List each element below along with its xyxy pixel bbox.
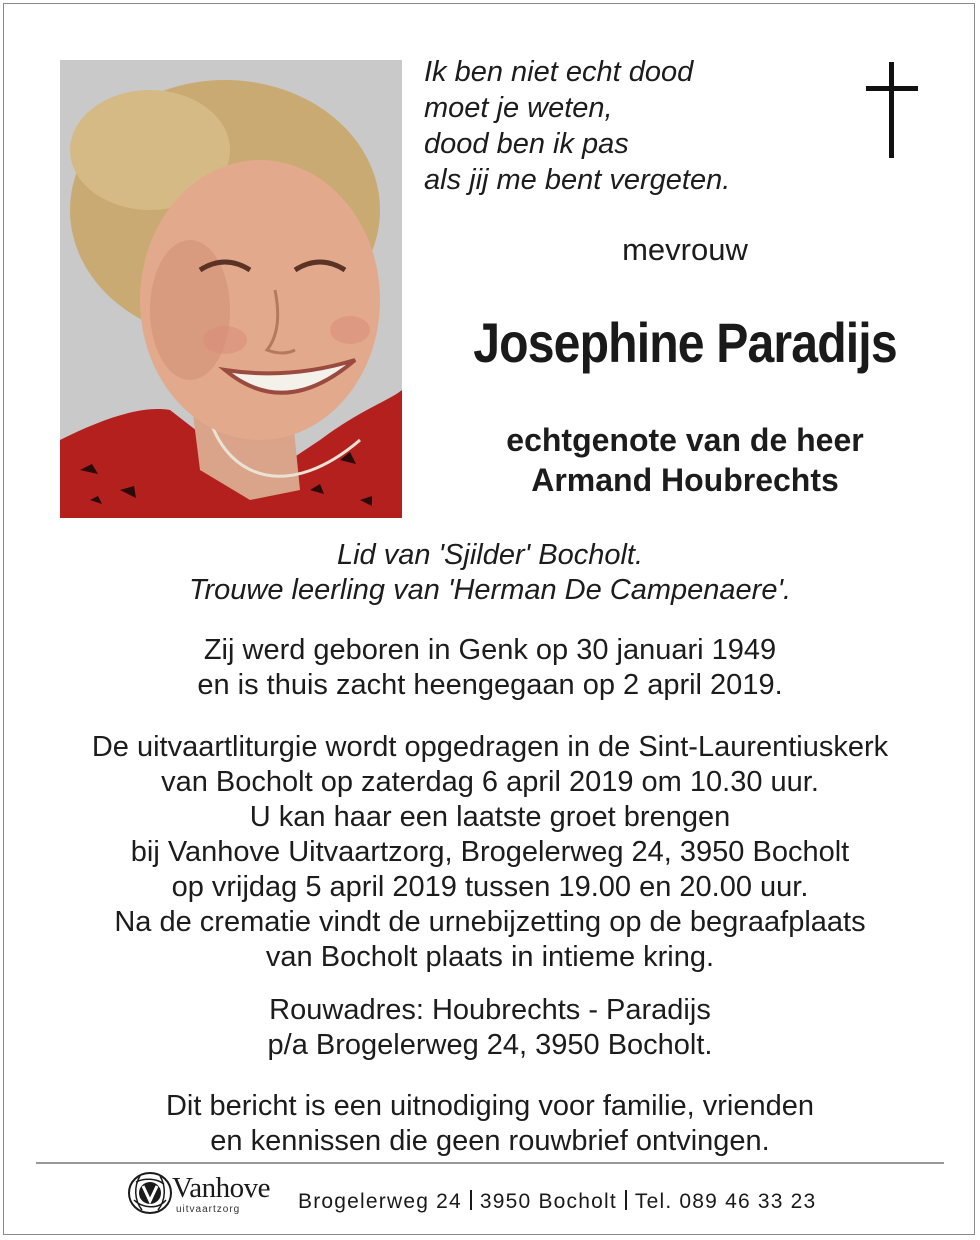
- birth-death-block: [0, 633, 980, 703]
- vanhove-logo-icon: [126, 1170, 174, 1216]
- cross-icon: [862, 62, 922, 160]
- spouse-line: echtgenote van de heer: [506, 422, 864, 458]
- poem-line: Ik ben niet echt dood: [424, 56, 694, 88]
- address-line: p/a Brogelerweg 24, 3950 Bocholt.: [267, 1029, 713, 1061]
- invitation-line: en kennissen die geen rouwbrief ontvingen.: [210, 1125, 770, 1157]
- separator: [625, 1190, 627, 1210]
- poem-line: als jij me bent vergeten.: [424, 164, 731, 196]
- ceremony-block: [0, 730, 980, 975]
- membership-line: Trouwe leerling van 'Herman De Campenaere'.: [188, 574, 792, 606]
- contact-info: [298, 1190, 816, 1214]
- logo-subtitle: uitvaartzorg: [176, 1204, 241, 1215]
- salutation: mevrouw: [622, 232, 748, 267]
- ceremony-line: bij Vanhove Uitvaartzorg, Brogelerweg 24, 3950 Bocholt: [130, 836, 850, 868]
- ceremony-line: van Bocholt op zaterdag 6 april 2019 om 10.30 uur.: [161, 766, 819, 798]
- ceremony-line: van Bocholt plaats in intieme kring.: [265, 941, 715, 973]
- membership-block: [0, 538, 980, 608]
- spouse-name: Armand Houbrechts: [531, 462, 839, 498]
- death-line: en is thuis zacht heengegaan op 2 april 2019.: [197, 669, 783, 701]
- poem: [424, 54, 844, 198]
- membership-line: Lid van 'Sjilder' Bocholt.: [336, 539, 644, 571]
- phone-number[interactable]: Tel. 089 46 33 23: [634, 1190, 817, 1213]
- ceremony-line: Na de crematie vindt de urnebijzetting op de begraafplaats: [114, 906, 866, 938]
- deceased-name: Josephine Paradijs: [473, 311, 897, 374]
- spouse-info: [420, 420, 950, 500]
- city-address: 3950 Bocholt: [479, 1190, 617, 1213]
- poem-line: moet je weten,: [424, 92, 613, 124]
- ceremony-line: U kan haar een laatste groet brengen: [249, 801, 731, 833]
- birth-line: Zij werd geboren in Genk op 30 januari 1949: [203, 634, 777, 666]
- logo-name: Vanhove: [172, 1172, 270, 1204]
- ceremony-line: De uitvaartliturgie wordt opgedragen in de Sint-Laurentiuskerk: [91, 731, 889, 763]
- street-address: Brogelerweg 24: [298, 1190, 462, 1213]
- poem-line: dood ben ik pas: [424, 128, 629, 160]
- invitation-block: [0, 1089, 980, 1159]
- separator: [470, 1190, 472, 1210]
- address-line: Rouwadres: Houbrechts - Paradijs: [269, 994, 711, 1026]
- ceremony-line: op vrijdag 5 april 2019 tussen 19.00 en 20.00 uur.: [171, 871, 809, 903]
- invitation-line: Dit bericht is een uitnodiging voor familie, vrienden: [165, 1090, 814, 1122]
- address-block: [0, 993, 980, 1063]
- footer-divider: [36, 1162, 944, 1164]
- portrait-photo: [60, 60, 402, 518]
